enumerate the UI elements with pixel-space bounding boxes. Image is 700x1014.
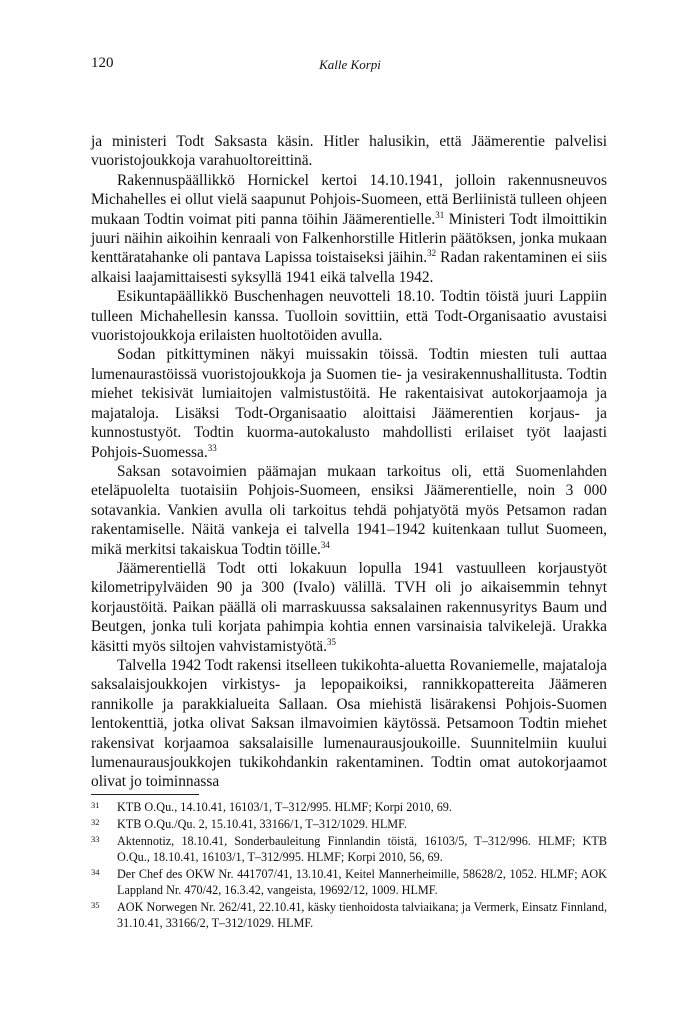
- footnote-number: 31: [91, 800, 100, 810]
- footnote-ref[interactable]: 35: [326, 636, 336, 647]
- footnote-text: KTB O.Qu., 14.10.41, 16103/1, T–312/995. HLMF; Korpi 2010, 69.: [117, 800, 452, 814]
- footnote: [91, 799, 607, 815]
- paragraph-text: Jäämerentiellä Todt otti lokakuun lopulla 1941 vastuulleen korjaustyöt kilometripylväiden 90 ja 300 (Ivalo) välillä. TVH oli jo aikaisemmin tehnyt korjaustöitä. Paikan päällä oli marraskuussa saksalainen rakennusyritys Baum und Beutgen, jonka tuli korjata pahimpia kohtia ennen varsinaisia talvikelejä. Urakka käsitti myös siltojen vahvistamistyötä.: [91, 559, 607, 655]
- paragraph-text: Sodan pitkittyminen näkyi muissakin töissä. Todtin miesten tuli auttaa lumenaurastöissä vuoristojoukkoja ja Suomen tie- ja vesirakennushallitusta. Todtin miehet tekisivät lumiaitojen valmistustöitä. He rakentaisivat autokorjaamoja ja majataloja. Lisäksi Todt-Organisaatio aloittaisi Jäämerentien korjaus- ja kunnostustyöt. Todtin kuorma-autokalusto mahdollisti erilaiset työt laajasti Pohjois-Suomessa.: [91, 346, 607, 461]
- footnote: [91, 866, 607, 898]
- paragraph-text: Talvella 1942 Todt rakensi itselleen tukikohta-aluetta Rovaniemelle, majataloja saksalaisjoukkojen virkistys- ja lepopaikoiksi, rannikkopattereita Jäämeren rannikolle ja parakkialueita Sallaan. Osa miehistä lisärakensi Pohjois-Suomen lentokenttiä, jotka olivat Saksan ilmavoimien käytössä. Petsamoon Todtin miehet rakensivat korjaamoa saksalaisille lumenaurausjoukoille. Suunnitelmiin kuului lumenaurausjoukkojen tukikohdankin rakentaminen. Todtin omat autokorjaamot olivat jo toiminnassa: [91, 656, 607, 791]
- page-header: [91, 55, 609, 75]
- footnote-ref[interactable]: 33: [207, 442, 217, 453]
- body-paragraph: [91, 345, 607, 461]
- paragraph-text: Rakennuspäällikkö Hornickel kertoi 14.10.1941, jolloin rakennusneuvos Michahelles ei ollut vielä saapunut Pohjois-Suomeen, että Berliinistä tulleen ohjeen mukaan Todtin voimat piti panna töihin Jäämerentielle.: [91, 171, 607, 228]
- footnote-ref[interactable]: 31: [435, 209, 445, 220]
- body-text: [91, 132, 607, 792]
- body-paragraph: [91, 462, 607, 559]
- footnote-ref[interactable]: 34: [320, 539, 330, 550]
- footnotes: [91, 799, 607, 932]
- paragraph-text: Saksan sotavoimien päämajan mukaan tarkoitus oli, että Suomenlahden eteläpuolelta tuotaisiin Pohjois-Suomeen, ensiksi Jäämerentielle, noin 3 000 sotavankia. Vankien avulla oli tarkoitus tehdä pohjatyötä myös Petsamon radan rakentamiselle. Näitä vankeja ei talvella 1941–1942 kuitenkaan tullut Suomeen, mikä merkitsi takaiskua Todtin töille.: [91, 462, 607, 558]
- paragraph-text: Esikuntapäällikkö Buschenhagen neuvotteli 18.10. Todtin töistä juuri Lappiin tulleen Michahellesin kanssa. Tuolloin sovittiin, että Todt-Organisaatio avustaisi vuoristojoukkoja erilaisten huoltotöiden avulla.: [91, 288, 607, 345]
- paragraph-text: Radan rakentaminen ei siis alkaisi laajamittaisesti syksyllä 1941 eikä talvella 1942.: [91, 249, 607, 286]
- footnote-text: Aktennotiz, 18.10.41, Sonderbauleitung Finnlandin töistä, 16103/5, T–312/996. HLMF; KTB O.Qu., 18.10.41, 16103/1, T–312/995. HLMF; Korpi 2010, 56, 69.: [117, 834, 607, 864]
- body-paragraph: [91, 287, 607, 345]
- footnote-number: 34: [91, 867, 100, 877]
- footnote-text: KTB O.Qu./Qu. 2, 15.10.41, 33166/1, T–312/1029. HLMF.: [117, 817, 407, 831]
- running-head-author: Kalle Korpi: [319, 57, 381, 72]
- body-paragraph: [91, 559, 607, 656]
- body-paragraph: [91, 171, 607, 287]
- footnote-separator: [91, 794, 199, 795]
- paragraph-text: Ministeri Todt ilmoittikin juuri näihin aikoihin kenraali von Falkenhorstille Hitlerin päätöksen, jonka mukaan kenttäratahanke oli pantava Lapissa toistaiseksi jäihin.: [91, 210, 607, 267]
- footnote-text: Der Chef des OKW Nr. 441707/41, 13.10.41, Keitel Mannerheimille, 58628/2, 1052. HLMF; AOK Lappland Nr. 470/42, 16.3.42, vangeista, 19692/12, 1009. HLMF.: [117, 867, 607, 897]
- footnote: [91, 899, 607, 931]
- footnote: [91, 816, 607, 832]
- body-paragraph: [91, 656, 607, 792]
- footnote-number: 35: [91, 900, 100, 910]
- footnote-number: 33: [91, 834, 100, 844]
- page-number: 120: [91, 55, 114, 71]
- footnote: [91, 833, 607, 865]
- footnote-text: AOK Norwegen Nr. 262/41, 22.10.41, käsky tienhoidosta talviaikana; ja Vermerk, Einsatz Finnland, 31.10.41, 33166/2, T–312/1029. HLMF.: [117, 900, 607, 930]
- body-paragraph: [91, 132, 607, 171]
- paragraph-text: ja ministeri Todt Saksasta käsin. Hitler halusikin, että Jäämerentie palvelisi vuoristojoukkoja varahuoltoreittinä.: [91, 133, 607, 170]
- footnote-ref[interactable]: 32: [427, 248, 437, 259]
- footnote-number: 32: [91, 817, 100, 827]
